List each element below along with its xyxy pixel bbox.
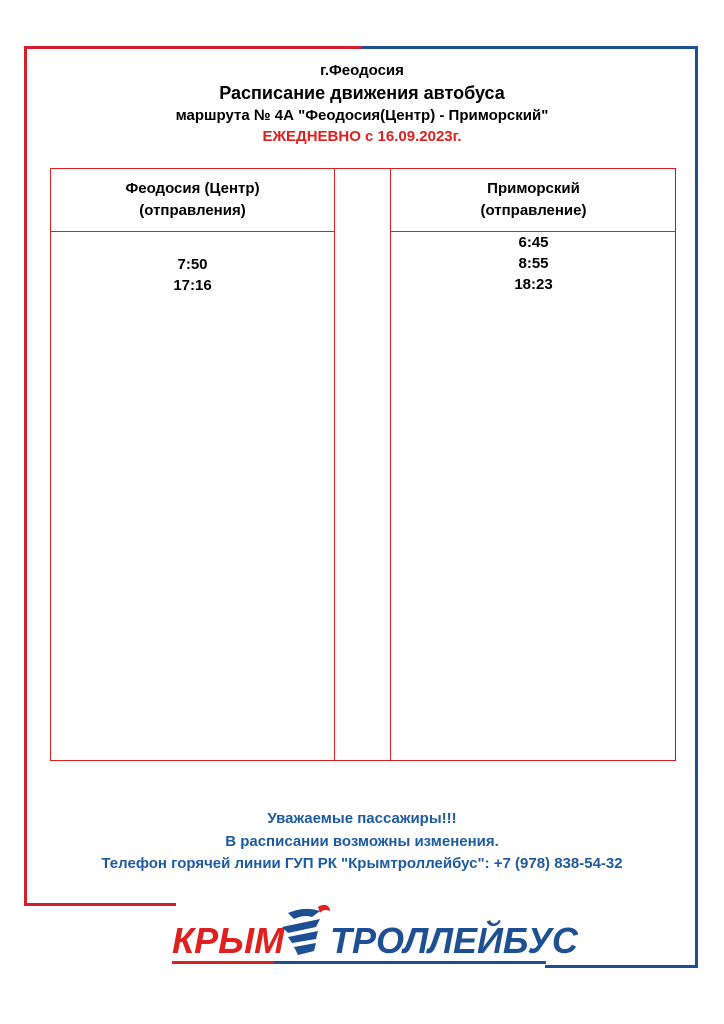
stop-note: (отправление) [480,202,587,219]
table-border [334,760,391,761]
krymtrolleybus-logo [170,903,578,969]
departure-time: 6:45 [518,234,549,251]
stop-note: (отправления) [139,202,246,219]
table-border [390,760,676,761]
departure-time: 8:55 [518,255,549,272]
departure-time: 18:23 [514,276,553,293]
validity-date: ЕЖЕДНЕВНО с 16.09.2023г. [262,128,462,145]
column-header-primorsky [391,178,676,222]
notice-greeting: Уважаемые пассажиры!!! [267,810,457,827]
logo-text-right: ТРОЛЛЕЙБУС [330,920,578,961]
table-border [50,168,335,169]
table-border [334,168,391,169]
page-title: Расписание движения автобуса [219,83,505,103]
column-header-feodosia [50,178,335,222]
departure-time: 17:16 [173,277,212,294]
notice-hotline: Телефон горячей линии ГУП РК "Крымтроллейбус": +7 (978) 838-54-32 [101,855,623,872]
frame-bottom-blue [545,965,698,968]
stop-name: Феодосия (Центр) [125,180,260,197]
frame-left-red [24,46,27,906]
notice-changes: В расписании возможны изменения. [225,833,499,850]
city-heading: г.Феодосия [320,62,404,79]
eagle-emblem-icon [282,905,330,955]
table-border [390,168,676,169]
logo-text-left: КРЫМ [172,920,285,961]
frame-right-blue [695,46,698,968]
departure-time: 7:50 [177,256,208,273]
frame-top-blue [362,46,698,49]
stop-name: Приморский [487,180,580,197]
frame-bottom-red [24,903,176,906]
logo-underline-red [172,961,282,964]
table-border [50,231,335,232]
departures-feodosia [50,254,335,296]
table-border [50,760,335,761]
schedule-table [50,168,676,761]
route-subtitle: маршрута № 4А "Феодосия(Центр) - Приморский" [175,107,549,124]
logo-underline-blue [274,961,546,964]
departures-primorsky [391,232,676,295]
frame-top-red [24,46,362,49]
